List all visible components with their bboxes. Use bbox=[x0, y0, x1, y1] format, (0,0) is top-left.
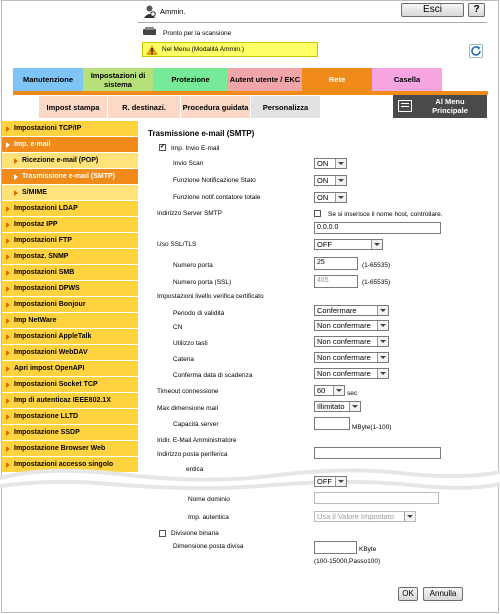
arrow-icon bbox=[6, 318, 10, 324]
imp-autentica-label: Imp. autentica bbox=[188, 514, 229, 521]
page-title: Trasmissione e-mail (SMTP) bbox=[148, 129, 255, 138]
porta-ssl-label: Numero porta (SSL) bbox=[173, 279, 232, 286]
arrow-icon bbox=[6, 398, 10, 404]
sidebar-item-imp-email[interactable]: Imp. e-mail bbox=[2, 137, 138, 153]
max-dim-select[interactable]: Illimitato bbox=[314, 401, 361, 412]
sidebar-item-ricezione-pop[interactable]: Ricezione e-mail (POP) bbox=[2, 153, 138, 169]
sidebar-item-ieee8021x[interactable]: Imp di autenticaz IEEE802.1X bbox=[2, 393, 138, 409]
sidebar-item-openapi[interactable]: Apri impost OpenAPI bbox=[2, 361, 138, 377]
subtab-r-destinazi[interactable]: R. destinazi. bbox=[107, 96, 180, 118]
cert-label: Impostazioni livello verifica certificato bbox=[157, 293, 264, 300]
indir-admin-label: Indir. E-Mail Amministratore bbox=[157, 437, 237, 444]
chevron-down-icon bbox=[377, 353, 388, 362]
help-icon: ? bbox=[473, 4, 480, 15]
sidebar-item-ipp[interactable]: Impostaz IPP bbox=[2, 217, 138, 233]
arrow-icon bbox=[6, 430, 10, 436]
dim-divisa-label: Dimensione posta divisa bbox=[173, 543, 244, 550]
invio-scan-select[interactable]: ON bbox=[314, 158, 347, 169]
hostname-checkbox[interactable] bbox=[314, 210, 321, 217]
sidebar-item-snmp[interactable]: Impostaz. SNMP bbox=[2, 249, 138, 265]
catena-select[interactable]: Non confermare bbox=[314, 352, 389, 363]
arrow-icon bbox=[6, 414, 10, 420]
sidebar-item-ldap[interactable]: Impostazioni LDAP bbox=[2, 201, 138, 217]
capacita-unit: MByte(1-100) bbox=[352, 424, 392, 431]
imp-invio-label: Imp. Invio E-mail bbox=[171, 145, 220, 152]
arrow-icon bbox=[6, 222, 10, 228]
cancel-button[interactable]: Annulla bbox=[423, 587, 463, 601]
sidebar-item-appletalk[interactable]: Impostazioni AppleTalk bbox=[2, 329, 138, 345]
scadenza-label: Conferma data di scadenza bbox=[173, 372, 253, 379]
arrow-icon bbox=[14, 174, 18, 180]
main-menu-button[interactable] bbox=[393, 95, 487, 118]
arrow-icon bbox=[6, 126, 10, 132]
dim-range: (100-15000,Passo100) bbox=[314, 558, 381, 565]
sidebar-item-webdav[interactable]: Impostazioni WebDAV bbox=[2, 345, 138, 361]
chevron-down-icon bbox=[333, 386, 344, 395]
chevron-down-icon bbox=[371, 240, 382, 249]
tab-protezione[interactable]: Protezione bbox=[153, 68, 228, 91]
sidebar-item-trasmissione-smtp[interactable]: Trasmissione e-mail (SMTP) bbox=[2, 169, 138, 185]
cn-label: CN bbox=[173, 324, 183, 331]
porta-input[interactable]: 25 bbox=[314, 257, 358, 270]
main-menu-label: Al Menu Principale bbox=[432, 97, 468, 115]
div-binaria-checkbox[interactable] bbox=[159, 530, 166, 537]
porta-range: (1-65535) bbox=[362, 262, 391, 269]
capacita-label: Capacità server bbox=[173, 421, 219, 428]
autentica-label: entica bbox=[186, 466, 204, 473]
hostname-note: Se si inserisce il nome host, controllare. bbox=[328, 211, 443, 218]
arrow-icon bbox=[6, 270, 10, 276]
ssl-label: Uso SSL/TLS bbox=[157, 241, 197, 248]
arrow-icon bbox=[6, 286, 10, 292]
catena-label: Catena bbox=[173, 356, 194, 363]
arrow-icon bbox=[6, 366, 10, 372]
server-smtp-input[interactable]: 0.0.0.0 bbox=[314, 222, 441, 234]
porta-label: Numero porta bbox=[173, 262, 213, 269]
subtab-procedura-guidata[interactable]: Procedura guidata bbox=[180, 96, 250, 118]
scan-status: Pronto per la scansione bbox=[163, 30, 232, 37]
timeout-unit: sec bbox=[347, 390, 358, 397]
validita-label: Periodo di validità bbox=[173, 310, 225, 317]
indir-periferica-label: Indirizzo posta periferica bbox=[157, 451, 228, 458]
sidebar-item-smb[interactable]: Impostazioni SMB bbox=[2, 265, 138, 281]
notif-stato-select[interactable]: ON bbox=[314, 175, 347, 186]
chevron-down-icon bbox=[349, 402, 360, 411]
chevron-down-icon bbox=[377, 337, 388, 346]
imp-invio-checkbox[interactable]: ✔ bbox=[160, 144, 166, 150]
utilizzo-label: Utilizzo tasti bbox=[173, 340, 208, 347]
notif-cont-select[interactable]: ON bbox=[314, 192, 347, 203]
sidebar-item-browser-web[interactable]: Impostazione Browser Web bbox=[2, 441, 138, 457]
sidebar-item-tcpip[interactable]: Impostazioni TCP/IP bbox=[2, 121, 138, 137]
chevron-down-icon bbox=[404, 512, 415, 521]
tab-rete[interactable]: Rete bbox=[302, 68, 372, 91]
subtab-impost-stampa[interactable]: Impost stampa bbox=[38, 96, 107, 118]
sidebar-item-smime[interactable]: S/MIME bbox=[2, 185, 138, 201]
div-binaria-label: Divisione binaria bbox=[171, 530, 219, 537]
chevron-down-icon bbox=[335, 159, 346, 168]
sidebar-item-netware[interactable]: Imp NetWare bbox=[2, 313, 138, 329]
dim-unit: KByte bbox=[359, 546, 377, 553]
notif-stato-label: Funzione Notificazione Stato bbox=[173, 177, 256, 184]
sidebar-item-ftp[interactable]: Impostazioni FTP bbox=[2, 233, 138, 249]
sidebar-item-socket-tcp[interactable]: Impostazioni Socket TCP bbox=[2, 377, 138, 393]
timeout-label: Timeout connessione bbox=[157, 388, 219, 395]
chevron-down-icon bbox=[335, 193, 346, 202]
chevron-down-icon bbox=[335, 176, 346, 185]
server-smtp-label: Indirizzo Server SMTP bbox=[157, 210, 223, 217]
refresh-button[interactable] bbox=[469, 44, 483, 58]
warning-icon bbox=[146, 45, 158, 57]
arrow-icon bbox=[6, 446, 10, 452]
chevron-down-icon bbox=[377, 369, 388, 378]
nome-dominio-input[interactable] bbox=[314, 492, 439, 504]
utilizzo-select[interactable]: Non confermare bbox=[314, 336, 389, 347]
sidebar-item-bonjour[interactable]: Impostazioni Bonjour bbox=[2, 297, 138, 313]
sidebar-item-accesso-singolo[interactable]: Impostazioni accesso singolo bbox=[2, 457, 138, 473]
porta-ssl-range: (1-65535) bbox=[362, 279, 391, 286]
arrow-icon bbox=[6, 302, 10, 308]
chevron-down-icon bbox=[377, 306, 388, 315]
sidebar-item-dpws[interactable]: Impostazioni DPWS bbox=[2, 281, 138, 297]
imp-autentica-select: Usa il Valore Impostato bbox=[314, 511, 416, 522]
help-button[interactable] bbox=[468, 3, 485, 17]
notif-cont-label: Funzione notif.contatore totale bbox=[173, 194, 261, 201]
chevron-down-icon bbox=[377, 321, 388, 330]
mode-message-bar bbox=[142, 42, 318, 57]
tab-impostazioni-sistema[interactable]: Impostazioni di sistema bbox=[83, 68, 153, 91]
nome-dominio-label: Nome dominio bbox=[188, 496, 230, 503]
arrow-icon bbox=[6, 334, 10, 340]
timeout-select[interactable]: 60 bbox=[314, 385, 345, 396]
arrow-icon bbox=[6, 254, 10, 260]
tab-autent-utente[interactable]: Autent utente / EKC bbox=[228, 68, 302, 91]
sidebar-item-ssdp[interactable]: Impostazione SSDP bbox=[2, 425, 138, 441]
refresh-icon bbox=[470, 45, 482, 57]
subtab-personalizza[interactable]: Personalizza bbox=[250, 96, 320, 118]
invio-scan-label: Invio Scan bbox=[173, 160, 204, 167]
dim-divisa-input[interactable] bbox=[314, 541, 357, 554]
mode-message: Nel Menu (Modalità Ammin.) bbox=[162, 46, 244, 53]
sidebar-item-lltd[interactable]: Impostazione LLTD bbox=[2, 409, 138, 425]
arrow-icon bbox=[6, 350, 10, 356]
tab-casella[interactable]: Casella bbox=[372, 68, 442, 91]
tab-manutenzione[interactable]: Manutenzione bbox=[13, 68, 83, 91]
user-icon bbox=[143, 5, 156, 18]
ssl-select[interactable]: OFF bbox=[314, 239, 383, 250]
arrow-icon bbox=[6, 382, 10, 388]
arrow-icon bbox=[14, 158, 18, 164]
arrow-icon bbox=[14, 190, 18, 196]
arrow-icon bbox=[6, 206, 10, 212]
max-dim-label: Max dimensione mail bbox=[157, 405, 219, 412]
arrow-icon bbox=[6, 238, 10, 244]
header-divider bbox=[138, 22, 487, 23]
porta-ssl-input: 465 bbox=[314, 275, 358, 288]
sidebar bbox=[2, 121, 138, 475]
user-label: Ammin. bbox=[160, 7, 186, 16]
capacita-input[interactable] bbox=[314, 417, 350, 430]
validita-select[interactable]: Confermare bbox=[314, 305, 389, 316]
scadenza-select[interactable]: Non confermare bbox=[314, 368, 389, 379]
autentica-select[interactable]: OFF bbox=[314, 476, 347, 487]
cn-select[interactable]: Non confermare bbox=[314, 320, 389, 331]
ok-button[interactable]: OK bbox=[398, 587, 418, 601]
chevron-down-icon bbox=[335, 477, 346, 486]
menu-icon bbox=[398, 100, 412, 112]
arrow-icon bbox=[6, 142, 10, 148]
scanner-icon bbox=[143, 27, 156, 36]
logout-button[interactable]: Esci bbox=[401, 3, 464, 17]
